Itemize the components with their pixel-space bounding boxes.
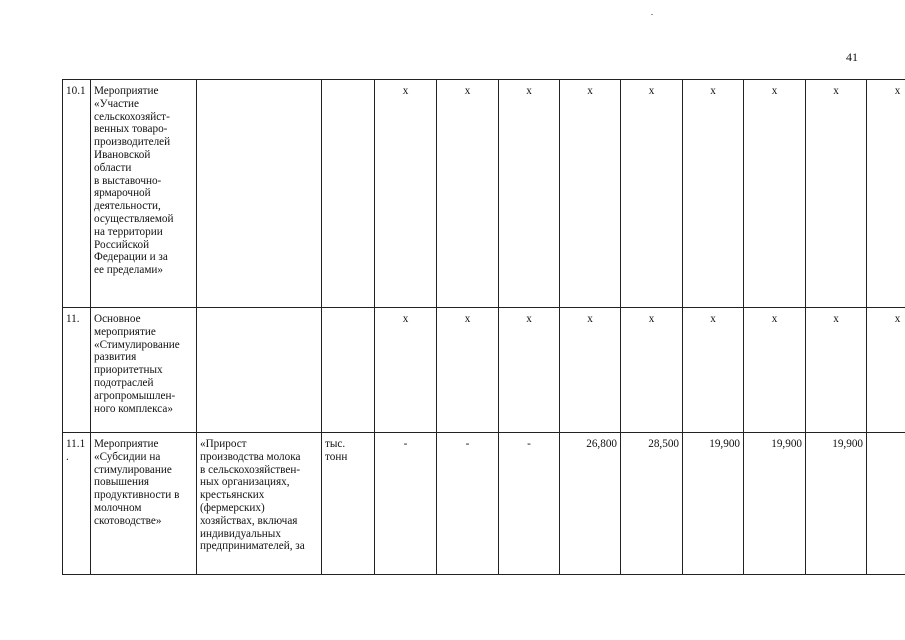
value-cell: x xyxy=(560,308,621,433)
value-cell: x xyxy=(867,308,905,433)
value-cell: 19,900 xyxy=(806,433,867,575)
table-row xyxy=(63,80,905,308)
value-cell: 28,500 xyxy=(621,433,683,575)
value-cell: x xyxy=(437,80,499,308)
unit-of-measure xyxy=(322,308,375,433)
row-number: 11.1 . xyxy=(63,433,91,575)
value-cell: - xyxy=(437,433,499,575)
value-cell: x xyxy=(375,308,437,433)
activity-name: Мероприятие «Субсидии на стимулирование повышения продуктивности в молочном скотоводстве» xyxy=(91,433,197,575)
indicator-name xyxy=(197,80,322,308)
unit-of-measure xyxy=(322,80,375,308)
activity-name: Мероприятие «Участие сельскохозяйст- венных товаро- производителей Ивановской области в выставочно- ярмарочной деятельности, осуществляемой на территории Российской Федерации и за ее пределами» xyxy=(91,80,197,308)
value-cell: x xyxy=(375,80,437,308)
value-cell: 19,900 xyxy=(744,433,806,575)
table-row xyxy=(63,308,905,433)
row-number: 10.1 xyxy=(63,80,91,308)
value-cell-empty xyxy=(867,433,905,575)
value-cell: 19,900 xyxy=(683,433,744,575)
value-cell: x xyxy=(621,80,683,308)
value-cell: x xyxy=(437,308,499,433)
value-cell: x xyxy=(560,80,621,308)
value-cell: x xyxy=(806,80,867,308)
value-cell: x xyxy=(683,80,744,308)
scan-speck xyxy=(651,14,653,15)
value-cell: x xyxy=(744,308,806,433)
value-cell: x xyxy=(806,308,867,433)
value-cell: x xyxy=(744,80,806,308)
indicators-table xyxy=(62,79,905,575)
indicator-name: «Прирост производства молока в сельскохозяйствен- ных организациях, крестьянских (фермерских) хозяйствах, включая индивидуальных предпринимателей, за xyxy=(197,433,322,575)
page-number: 41 xyxy=(846,50,858,64)
value-cell: x xyxy=(621,308,683,433)
indicator-name xyxy=(197,308,322,433)
row-number: 11. xyxy=(63,308,91,433)
value-cell: x xyxy=(499,80,560,308)
table-row xyxy=(63,433,905,575)
value-cell: 26,800 xyxy=(560,433,621,575)
value-cell: - xyxy=(499,433,560,575)
value-cell: x xyxy=(683,308,744,433)
unit-of-measure: тыс. тонн xyxy=(322,433,375,575)
value-cell: - xyxy=(375,433,437,575)
value-cell: x xyxy=(499,308,560,433)
value-cell: x xyxy=(867,80,905,308)
activity-name: Основное мероприятие «Стимулирование развития приоритетных подотраслей агропромышлен- ного комплекса» xyxy=(91,308,197,433)
